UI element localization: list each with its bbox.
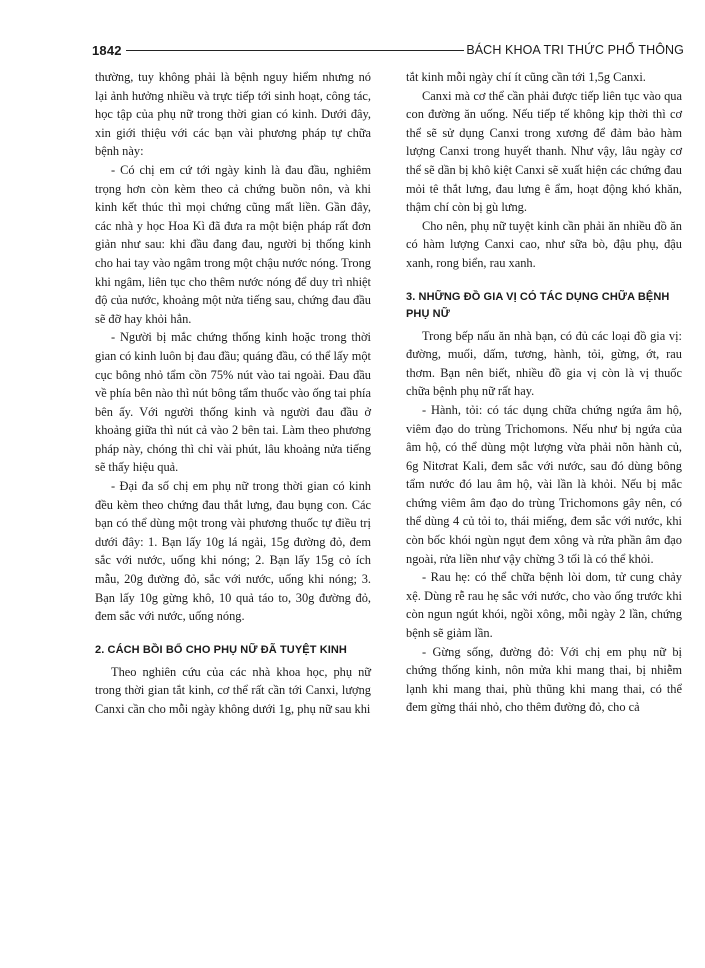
paragraph: - Đại đa số chị em phụ nữ trong thời gian có kinh đều kèm theo chứng đau thắt lưng, đau bụng con. Các bạn có thể dùng một trong vài phương thuốc tự điều trị dưới đây: 1. Bạn lấy 10g lá ngải, 15g đường đỏ, đem sắc với nước, uống khi nóng; 2. Bạn lấy 15g cỏ ích mẫu, 20g đường đỏ, sắc với nước, uống khi nóng; 3. Bạn lấy 10g gừng khô, 10 quả táo to, 30g đường đỏ, đem sắc với nước, uống nóng. [95, 479, 371, 624]
paragraph: - Rau hẹ: có thể chữa bệnh lòi dom, tử cung chảy xệ. Dùng rễ rau hẹ sắc với nước, cho vào ống trước khi còn ngun ngút khói, ngồi xông, mỗi ngày 2 lần, chứng bệnh sẽ giảm lần. [406, 570, 682, 641]
paragraph: - Có chị em cứ tới ngày kinh là đau đầu, nghiêm trọng hơn còn kèm theo cả chứng buồn nôn, và khi kinh kết thúc thì mọi chứng cũng mất liền. Gần đây, các nhà y học Hoa Kì đã đưa ra một biện pháp rất đơn giản như sau: khi đầu đang đau, người bị thống kinh cho hai tay vào ngâm trong một chậu nước nóng. Trong khi ngâm, liên tục cho thêm nước nóng để duy trì nhiệt độ của nước, khoảng một nửa tiếng sau, chứng đau đầu sẽ đỡ hay khỏi hẳn. [95, 162, 371, 326]
section-heading-3: 3. NHỮNG ĐỒ GIA VỊ CÓ TÁC DỤNG CHỮA BỆNH PHỤ NỮ [406, 290, 670, 320]
section-heading-2: 2. CÁCH BỒI BỔ CHO PHỤ NỮ ĐÃ TUYỆT KINH [95, 643, 347, 656]
running-title: BÁCH KHOA TRI THỨC PHỔ THÔNG [466, 43, 684, 57]
header-rule [126, 50, 465, 51]
page-header [92, 40, 684, 60]
paragraph: Theo nghiên cứu của các nhà khoa học, phụ nữ trong thời gian tắt kinh, cơ thể rất cần tới Canxi, lượng Canxi cần cho mỗi ngày không dưới 1g, phụ nữ sau khi [95, 664, 371, 716]
page-number: 1842 [92, 42, 122, 58]
paragraph: Canxi mà cơ thể cần phải được tiếp liên tục vào qua con đường ăn uống. Nếu tiếp tế không kịp thời thì cơ thể sẽ sử dụng Canxi trong xương để đảm bảo hàm lượng Canxi trong huyết thanh. Như vậy, lâu ngày cơ thể sẽ dần bị khô kiệt Canxi sẽ xuất hiện các chứng đau mỏi tê thắt lưng, đau lưng ê ẩm, hoạt động khó khăn, thậm chí còn bị gù lưng. [406, 88, 682, 215]
paragraph: - Người bị mắc chứng thống kinh hoặc trong thời gian có kinh luôn bị đau đầu; quáng đầu, có thể lấy một cục bông nhỏ tẩm cồn 75% nút vào tai ngoài. Đau đầu về phía bên nào thì nút bông tẩm thuốc vào ống tai phía bên ấy. Với người thống kinh và người đau đầu ở khoảng giữa thì nút cả vào 2 bên tai. Làm theo phương pháp này, chóng thì chỉ vài phút, lâu khoảng nửa tiếng sẽ thấy hiệu quả. [95, 330, 371, 475]
paragraph: - Hành, tỏi: có tác dụng chữa chứng ngứa âm hộ, viêm đạo do trùng Trichomons. Nếu như bị ngứa của âm hộ, có thể dùng một lượng vừa phải nõn hành củ, 6g Nitơrat Kali, đem sắc với nước, sau đó dùng bông tẩm nước đó lau âm hộ, vài lần là khỏi. Nếu bị mắc chứng viêm âm đạo do trùng Trichomons gây nên, có thể dùng 4 củ tỏi to, thái miếng, đem sắc với nước, khi còn bốc khói ngùn ngụt đem xông và rửa phần âm đạo ngoài, rửa liền như vậy chừng 3 tối là có thể khỏi. [406, 402, 682, 566]
paragraph: Cho nên, phụ nữ tuyệt kinh cần phải ăn nhiều đồ ăn có hàm lượng Canxi cao, như sữa bò, đậu phụ, đậu xanh, rong biển, rau xanh. [406, 218, 682, 270]
paragraph: Trong bếp nấu ăn nhà bạn, có đủ các loại đồ gia vị: đường, muối, dấm, tương, hành, tỏi, gừng, ớt, rau thơm. Bạn nên biết, nhiều đồ gia vị còn là vị thuốc chữa bệnh phụ nữ rất hay. [406, 328, 682, 399]
right-column [406, 68, 682, 717]
paragraph: thường, tuy không phải là bệnh nguy hiểm nhưng nó lại ảnh hưởng nhiều và trực tiếp tới sinh hoạt, công tác, học tập của phụ nữ trong thời gian có kinh. Dưới đây, xin giới thiệu với các bạn vài phương pháp tự chữa bệnh này: [95, 70, 371, 159]
paragraph: tắt kinh mỗi ngày chí ít cũng cần tới 1,5g Canxi. [406, 70, 646, 84]
paragraph: - Gừng sống, đường đỏ: Với chị em phụ nữ bị chứng thống kinh, nôn mửa khi mang thai, bị nhiễm lạnh khi mang thai, phù thũng khi mang thai, có thể đem gừng thái nhỏ, cho thêm đường đỏ, cho cả [406, 644, 682, 715]
left-column [95, 68, 371, 719]
